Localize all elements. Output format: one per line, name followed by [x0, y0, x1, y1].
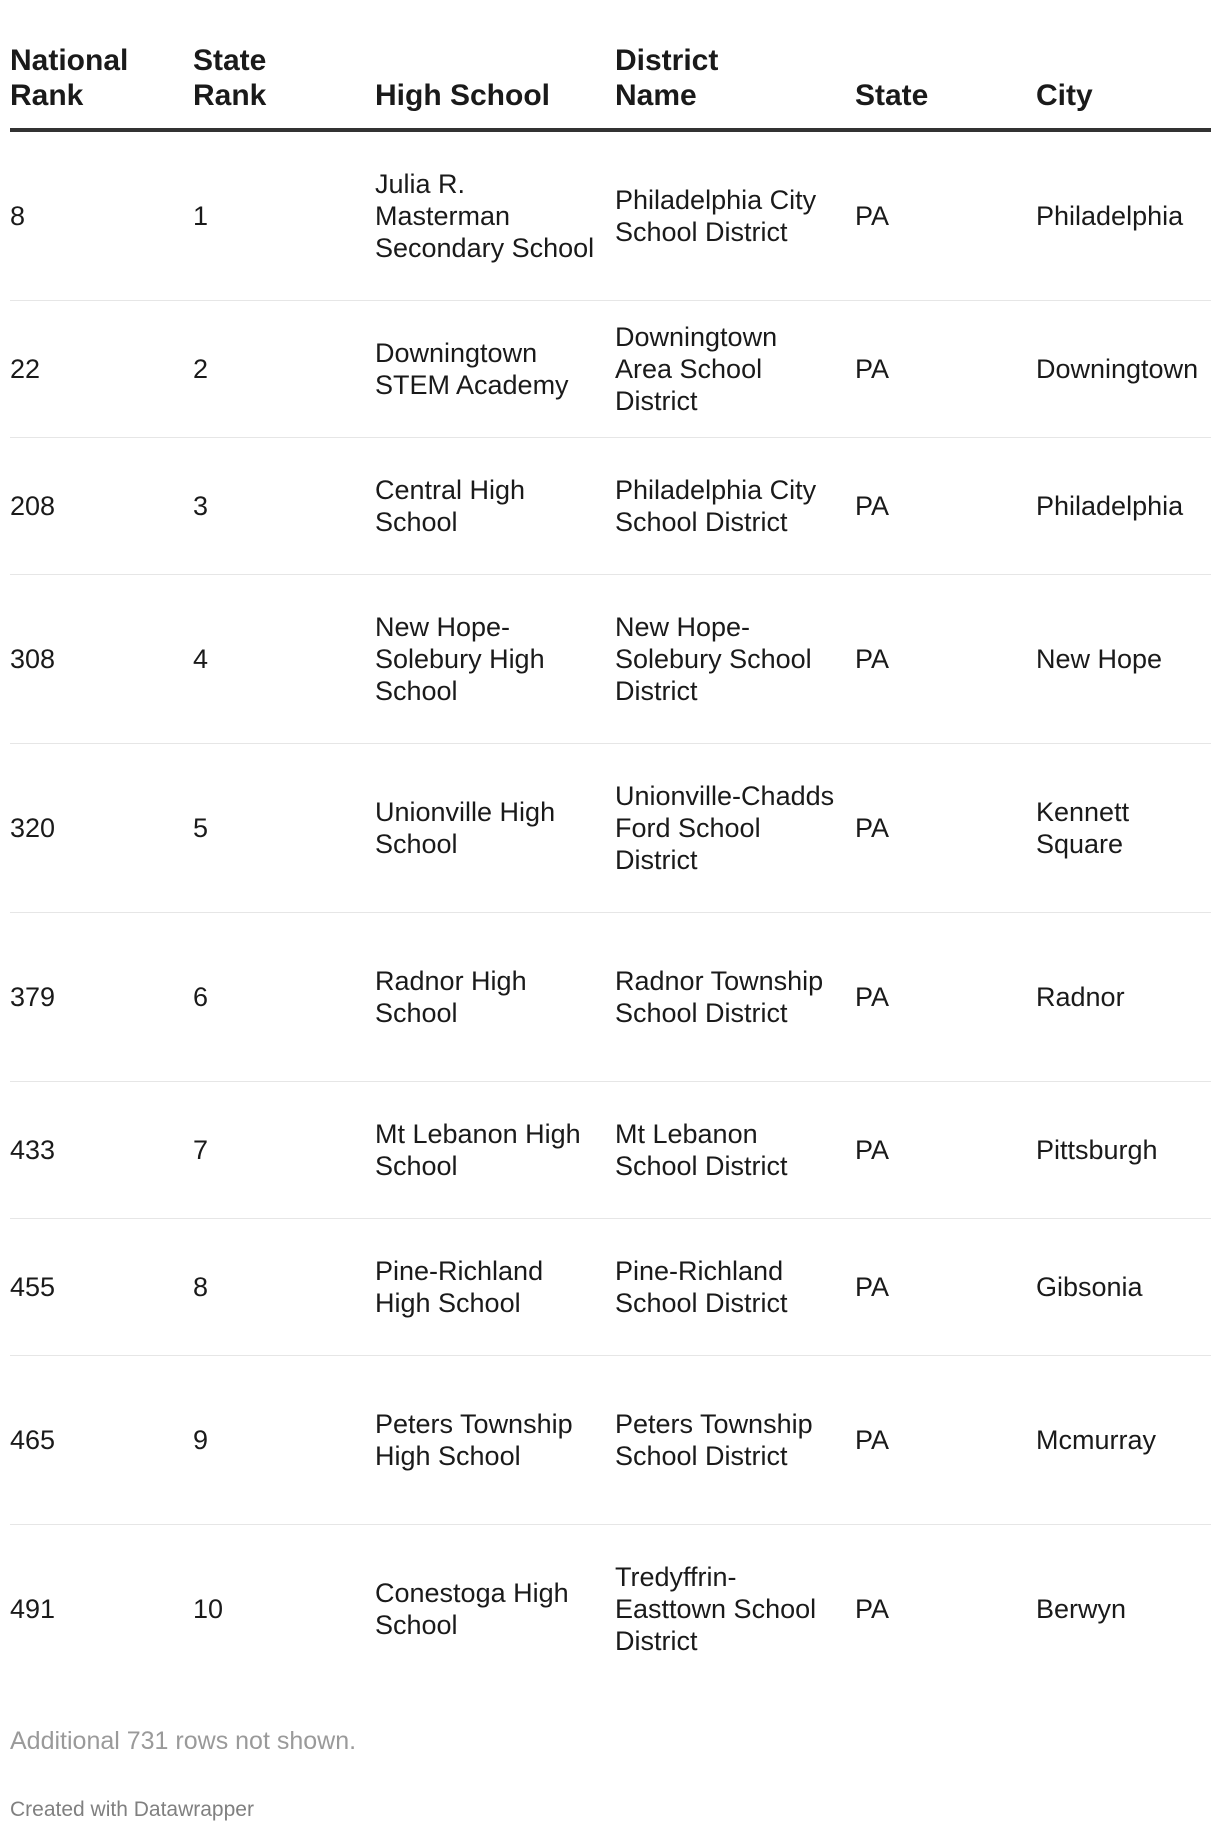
cell-district: [615, 1081, 855, 1218]
cell-district: [615, 437, 855, 574]
table-row: [10, 574, 1211, 743]
district-name: Pine-Richland School District: [615, 1255, 788, 1318]
cell-city: Radnor: [1036, 912, 1211, 1081]
cell-district: [615, 1524, 855, 1693]
header-high-school-label: High School: [375, 79, 550, 112]
cell-district: [615, 1218, 855, 1355]
cell-national-rank: 379: [10, 912, 193, 1081]
cell-state: PA: [855, 1218, 1036, 1355]
cell-state: PA: [855, 1355, 1036, 1524]
cell-high-school: [375, 912, 615, 1081]
header-state-label: State: [855, 79, 929, 112]
cell-state-rank: 4: [193, 574, 375, 743]
high-school-name: Peters Township High School: [375, 1408, 573, 1471]
district-name: Philadelphia City School District: [615, 474, 817, 537]
district-name: New Hope-Solebury School District: [615, 611, 812, 706]
table-notes: Additional 731 rows not shown.: [10, 1727, 357, 1755]
table-row: [10, 130, 1211, 300]
table-row: [10, 912, 1211, 1081]
header-national-rank-line-1: National: [10, 44, 129, 77]
cell-national-rank: 491: [10, 1593, 56, 1624]
high-school-name: Radnor High School: [375, 965, 527, 1028]
cell-district: [615, 300, 855, 437]
cell-high-school: [375, 1218, 615, 1355]
cell-national-rank: 465: [10, 1355, 193, 1524]
table-row: [10, 437, 1211, 574]
high-school-name: Pine-Richland High School: [375, 1255, 544, 1318]
header-high-school[interactable]: [375, 0, 615, 130]
district-name: Downingtown Area School District: [615, 321, 778, 416]
district-name: Mt Lebanon School District: [615, 1118, 788, 1181]
district-name: Unionville-Chadds Ford School District: [615, 780, 835, 875]
cell-state: PA: [855, 130, 1036, 300]
cell-state-rank: 1: [193, 130, 375, 300]
cell-city: Philadelphia: [1036, 437, 1211, 574]
cell-high-school: [375, 1355, 615, 1524]
cell-city: Berwyn: [1036, 1593, 1127, 1624]
cell-state: PA: [855, 743, 1036, 912]
cell-state: PA: [855, 1081, 1036, 1218]
high-school-name: Mt Lebanon High School: [375, 1118, 581, 1181]
cell-national-rank: 22: [10, 300, 193, 437]
header-district-name-line-2: Name: [615, 79, 697, 112]
header-district-name[interactable]: [615, 0, 855, 130]
table-row: [10, 1218, 1211, 1355]
cell-district: [615, 912, 855, 1081]
high-school-name: Julia R. Masterman Secondary School: [375, 168, 595, 263]
schools-table: [10, 0, 1211, 1693]
header-state-rank[interactable]: [193, 0, 375, 130]
cell-city: Gibsonia: [1036, 1218, 1211, 1355]
high-school-name: New Hope-Solebury High School: [375, 611, 545, 706]
cell-high-school: [375, 437, 615, 574]
table-body: [10, 130, 1211, 1693]
cell-state-rank: 3: [193, 437, 375, 574]
table-row: [10, 1524, 1211, 1693]
header-state-rank-line-1: State: [193, 44, 267, 77]
cell-state-rank: 8: [193, 1218, 375, 1355]
header-state-rank-line-2: Rank: [193, 79, 267, 112]
header-national-rank-line-2: Rank: [10, 79, 84, 112]
cell-national-rank: 308: [10, 574, 193, 743]
district-name: Philadelphia City School District: [615, 184, 817, 247]
table-row: [10, 1355, 1211, 1524]
cell-high-school: [375, 130, 615, 300]
cell-city: New Hope: [1036, 574, 1211, 743]
cell-high-school: [375, 743, 615, 912]
cell-state-rank: 10: [193, 1593, 224, 1624]
cell-national-rank: 8: [10, 130, 193, 300]
header-city-label: City: [1036, 79, 1093, 112]
header-row: [10, 0, 1211, 130]
table-row: [10, 300, 1211, 437]
cell-state-rank: 9: [193, 1355, 375, 1524]
cell-national-rank: 208: [10, 437, 193, 574]
header-national-rank[interactable]: [10, 0, 193, 130]
header-city[interactable]: [1036, 0, 1211, 130]
cell-high-school: [375, 300, 615, 437]
cell-state-rank: 6: [193, 912, 375, 1081]
cell-high-school: [375, 1524, 615, 1693]
cell-state: PA: [855, 1593, 890, 1624]
cell-city: Pittsburgh: [1036, 1081, 1211, 1218]
cell-high-school: [375, 574, 615, 743]
cell-city: Philadelphia: [1036, 130, 1211, 300]
table-container: [10, 0, 1211, 1693]
cell-city: [1036, 743, 1211, 912]
cell-state: PA: [855, 912, 1036, 1081]
table-header: [10, 0, 1211, 130]
high-school-name: Central High School: [375, 474, 526, 537]
district-name: Radnor Township School District: [615, 965, 824, 1028]
cell-city: Downingtown: [1036, 300, 1211, 437]
city-name: Kennett Square: [1036, 796, 1130, 859]
cell-state-rank: 7: [193, 1081, 375, 1218]
cell-district: [615, 1355, 855, 1524]
cell-state-rank: 2: [193, 300, 375, 437]
cell-state: PA: [855, 300, 1036, 437]
header-district-name-line-1: District: [615, 44, 719, 77]
table-row: [10, 743, 1211, 912]
district-name: Tredyffrin-Easttown School District: [615, 1561, 817, 1656]
high-school-name: Conestoga High School: [375, 1577, 569, 1640]
cell-state: PA: [855, 574, 1036, 743]
cell-national-rank: 433: [10, 1081, 193, 1218]
cell-national-rank: 455: [10, 1218, 193, 1355]
high-school-name: Downingtown STEM Academy: [375, 337, 569, 400]
datawrapper-credit[interactable]: Created with Datawrapper: [10, 1798, 254, 1821]
header-state[interactable]: [855, 0, 1036, 130]
cell-high-school: [375, 1081, 615, 1218]
cell-city: Mcmurray: [1036, 1355, 1211, 1524]
cell-district: [615, 130, 855, 300]
district-name: Peters Township School District: [615, 1408, 813, 1471]
cell-district: [615, 574, 855, 743]
cell-state-rank: 5: [193, 743, 375, 912]
table-row: [10, 1081, 1211, 1218]
high-school-name: Unionville High School: [375, 796, 556, 859]
cell-state: PA: [855, 437, 1036, 574]
cell-national-rank: 320: [10, 743, 193, 912]
cell-district: [615, 743, 855, 912]
